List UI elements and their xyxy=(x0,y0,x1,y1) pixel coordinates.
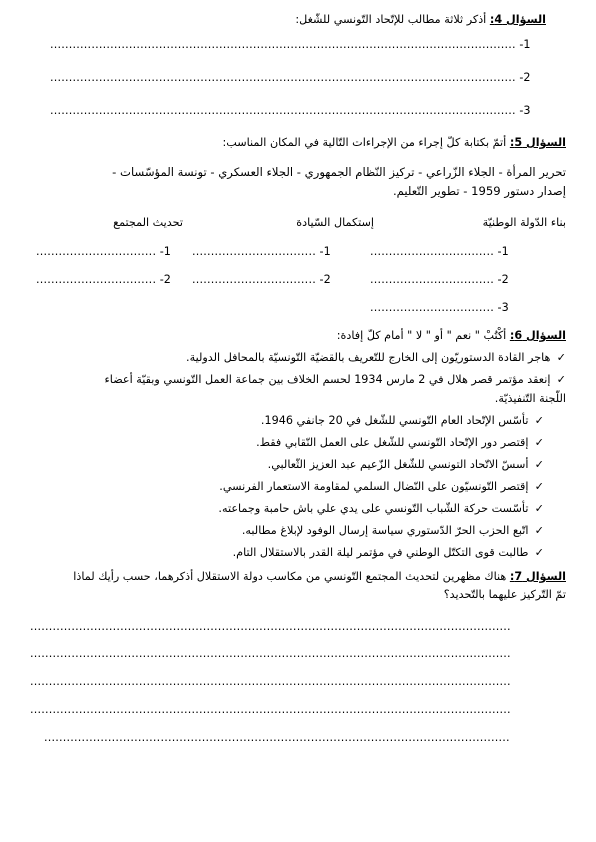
check-icon: ✓ xyxy=(556,351,566,364)
statement-text: أسسّ الاتّحاد التونسي للشّغل الزّعيم عبد العزيز الثّعالبي. xyxy=(267,458,529,471)
answer-line-3: ................................................................................................................................ xyxy=(30,675,511,688)
question-6-heading xyxy=(337,329,566,342)
question-7-text: هناك مظهرين لتحديث المجتمع التّونسي من مكاسب دولة الاستقلال أذكرهما، حسب رأيك لماذا xyxy=(73,570,510,583)
question-7-heading xyxy=(73,570,566,583)
statement-1 xyxy=(186,351,566,364)
col3-line-1 xyxy=(36,245,171,258)
question-4-text: أذكر ثلاثة مطالب للإتّحاد التّونسي للشّغل: xyxy=(295,13,490,26)
question-5-heading xyxy=(223,136,566,149)
statement-2-continued: اللّجنة التّنفيذيّة. xyxy=(494,392,566,405)
col1-line-2 xyxy=(370,273,509,286)
question-6-label: السؤال 6: xyxy=(509,329,566,342)
answer-line-4: ................................................................................................................................ xyxy=(30,703,511,716)
statement-text: هاجر القادة الدستوريّون إلى الخارج للتّعريف بالقضيّة التّونسيّة بالمحافل الدولية. xyxy=(186,351,551,364)
statement-text: تأسّس الإتّحاد العام التّونسي للشّغل في 20 جانفي 1946. xyxy=(260,414,529,427)
statement-5 xyxy=(268,458,544,471)
question-5-text: أتمّ بكتابة كلّ إجراء من الإجراءات التّالية في المكان المناسب: xyxy=(222,136,510,149)
line-number: -2 xyxy=(319,273,331,286)
question-4-heading xyxy=(295,13,546,26)
line-number: -1 xyxy=(159,245,171,258)
question-4-label: السؤال 4: xyxy=(489,13,546,26)
check-icon: ✓ xyxy=(534,502,544,515)
answer-dots: ............................................................................................................................ xyxy=(50,38,516,51)
statement-4 xyxy=(256,436,544,449)
column-header-national-state: بناء الدّولة الوطنيّة xyxy=(482,216,566,229)
col2-line-1 xyxy=(192,245,331,258)
statement-2 xyxy=(105,373,566,386)
question-5-label: السؤال 5: xyxy=(509,136,566,149)
measures-list-line-1: تحرير المرأة - الجلاء الزّراعي - تركيز النّظام الجمهوري - الجلاء العسكري - تونسة المؤسّسات - xyxy=(112,165,566,179)
col2-line-2 xyxy=(192,273,331,286)
answer-dots: ............................................................................................................................ xyxy=(50,104,516,117)
line-number: -1 xyxy=(319,245,331,258)
answer-dots: ................................ xyxy=(36,273,157,286)
line-number: -3 xyxy=(519,104,531,117)
col3-line-2 xyxy=(36,273,171,286)
statement-text: إقتصر التّونسيّون على النّضال السلمي لمقاومة الاستعمار الفرنسي. xyxy=(219,480,529,493)
statement-text: إقتصر دور الإتّحاد التّونسي للشّغل على العمل النّقابي فقط. xyxy=(256,436,529,449)
question-7-label: السؤال 7: xyxy=(509,570,566,583)
question-4-line-3 xyxy=(50,104,531,117)
statement-8 xyxy=(242,524,544,537)
answer-dots: ................................. xyxy=(370,301,494,314)
statement-7 xyxy=(218,502,544,515)
answer-line-5: ............................................................................................................................ xyxy=(44,731,510,744)
line-number: -2 xyxy=(159,273,171,286)
check-icon: ✓ xyxy=(534,546,544,559)
column-header-modernization: تحديث المجتمع xyxy=(113,216,183,229)
column-header-sovereignty: إستكمال السّيادة xyxy=(296,216,374,229)
question-6-text: أكْتُبْ " نعم " أو " لا " أمام كلّ إفادة: xyxy=(336,329,510,342)
answer-dots: ................................. xyxy=(192,245,316,258)
col1-line-3 xyxy=(370,301,509,314)
line-number: -1 xyxy=(519,38,531,51)
answer-dots: ............................................................................................................................ xyxy=(50,71,516,84)
answer-dots: ................................. xyxy=(370,245,494,258)
line-number: -3 xyxy=(497,301,509,314)
answer-dots: ................................. xyxy=(192,273,316,286)
question-7-text-line-2: تمّ التّركيز عليهما بالتّحديد؟ xyxy=(443,588,566,601)
line-number: -1 xyxy=(497,245,509,258)
col1-line-1 xyxy=(370,245,509,258)
statement-text: إنعقد مؤتمر قصر هلال في 2 مارس 1934 لحسم الخلاف بين جماعة العمل التّونسي وبقيّة أعضاء xyxy=(104,373,551,386)
answer-dots: ................................. xyxy=(370,273,494,286)
check-icon: ✓ xyxy=(534,524,544,537)
answer-line-1: ................................................................................................................................ xyxy=(30,620,511,633)
answer-line-2: ................................................................................................................................ xyxy=(30,647,511,660)
question-4-line-2 xyxy=(50,71,531,84)
check-icon: ✓ xyxy=(534,414,544,427)
statement-text: تأسّست حركة الشّباب التّونسي على يدي علي باش حامبة وجماعته. xyxy=(218,502,529,515)
statement-3 xyxy=(261,414,544,427)
check-icon: ✓ xyxy=(534,436,544,449)
statement-text: اتّبع الحزب الحرّ الدّستوري سياسة إرسال الوفود لإبلاغ مطالبه. xyxy=(241,524,529,537)
statement-6 xyxy=(219,480,544,493)
statement-text: طالبت قوى التكتّل الوطني في مؤتمر ليلة القدر بالاستقلال التام. xyxy=(232,546,529,559)
check-icon: ✓ xyxy=(556,373,566,386)
measures-list-line-2: إصدار دستور 1959 - تطوير التّعليم. xyxy=(392,184,566,198)
check-icon: ✓ xyxy=(534,480,544,493)
line-number: -2 xyxy=(519,71,531,84)
question-4-line-1 xyxy=(50,38,531,51)
answer-dots: ................................ xyxy=(36,245,157,258)
statement-9 xyxy=(233,546,544,559)
check-icon: ✓ xyxy=(534,458,544,471)
line-number: -2 xyxy=(497,273,509,286)
